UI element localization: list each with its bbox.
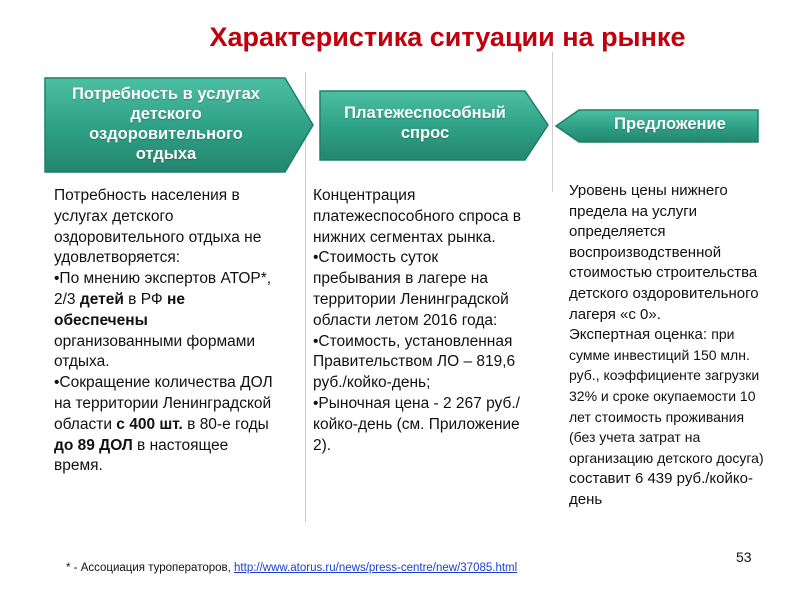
- footnote: [66, 562, 517, 574]
- header-supply: [585, 114, 755, 134]
- header-solvent-line-1: Платежеспособный: [344, 104, 506, 122]
- header-demand-line-2: детского: [130, 105, 202, 124]
- slide-title: Характеристика ситуации на рынке: [209, 22, 686, 52]
- solvent-bullet-3: •Рыночная цена - 2 267 руб./койко-день (см. Приложение 2).: [313, 394, 520, 454]
- column-demand-text: [54, 186, 276, 477]
- demand-bullet-2: •Сокращение количества ДОЛ на территории Ленинградской области с 400 шт. в 80-е годы до 89 ДОЛ в настоящее время.: [54, 374, 273, 475]
- header-demand: [47, 84, 285, 165]
- page-number: 53: [736, 549, 752, 565]
- header-demand-line-3: оздоровительного: [89, 125, 243, 144]
- solvent-bullet-2: •Стоимость, установленная Правительством ЛО – 819,6 руб./койко-день;: [313, 332, 516, 392]
- demand-bullet-1: •По мнению экспертов АТОР*, 2/3 детей в РФ не обеспечены организованными формами отдыха.: [54, 270, 272, 371]
- solvent-bullet-1: •Стоимость суток пребывания в лагере на территории Ленинградской области летом 2016 года:: [313, 249, 509, 329]
- header-demand-line-4: отдыха: [135, 145, 197, 164]
- header-solvent-demand: [320, 103, 530, 143]
- header-solvent-line-2: спрос: [400, 124, 450, 143]
- column-solvent-text: [313, 186, 525, 456]
- footnote-link[interactable]: http://www.atorus.ru/news/press-centre/new/37085.html: [234, 562, 518, 574]
- footnote-text: * - Ассоциация туроператоров,: [66, 562, 235, 574]
- header-supply-line-1: Предложение: [614, 115, 726, 133]
- demand-intro: Потребность населения в услугах детского оздоровительного отдыха не удовлетворяется:: [54, 187, 262, 267]
- solvent-para-1: Концентрация платежеспособного спроса в нижних сегментах рынка.: [313, 187, 521, 246]
- header-demand-line-1: Потребность в услугах: [72, 85, 260, 103]
- supply-para-1: Уровень цены нижнего предела на услуги определяется воспроизводственной стоимостью строительства детского оздоровительного лагеря «с 0».: [569, 182, 759, 323]
- supply-para-2: Экспертная оценка: при сумме инвестиций 150 млн. руб., коэффициенте загрузки 32% и сроке окупаемости 10 лет стоимость проживания (без учета затрат на организацию детского досуга) составит 6 439 руб./койко-день: [569, 326, 764, 508]
- column-supply-text: [569, 181, 774, 511]
